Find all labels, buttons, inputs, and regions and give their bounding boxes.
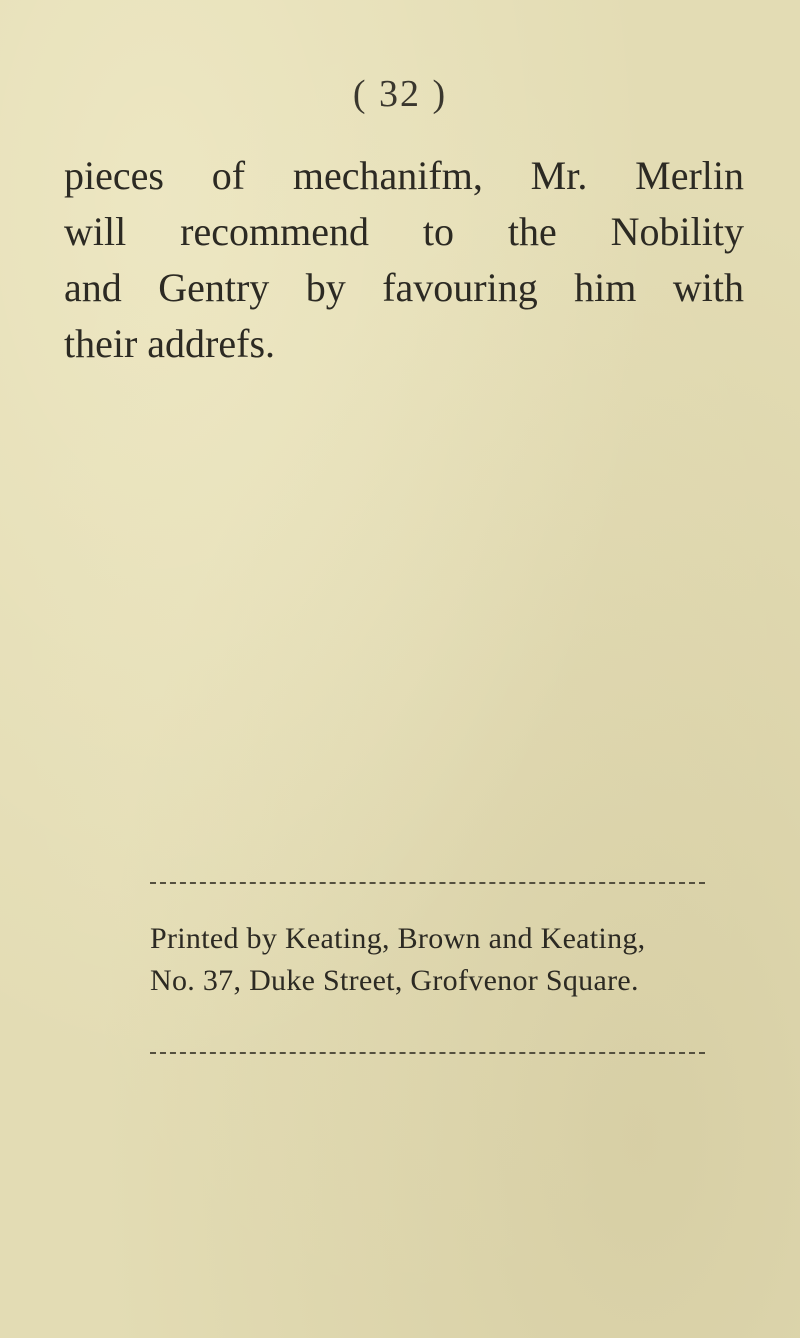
body-paragraph [64,148,744,372]
body-line-3: and Gentry by favouring him with [64,265,744,310]
body-line-2: will recommend to the Nobility [64,209,744,254]
body-line-1: pieces of mechanifm, Mr. Merlin [64,153,744,198]
imprint-line-1: Printed by Keating, Brown and Keating, [150,922,646,955]
printer-imprint [150,918,710,1002]
top-divider-rule [150,882,705,884]
page-number: ( 32 ) [352,73,448,115]
body-line-4: their addrefs. [64,321,276,366]
bottom-divider-rule [150,1052,705,1054]
imprint-line-2: No. 37, Duke Street, Grofvenor Square. [150,964,639,997]
